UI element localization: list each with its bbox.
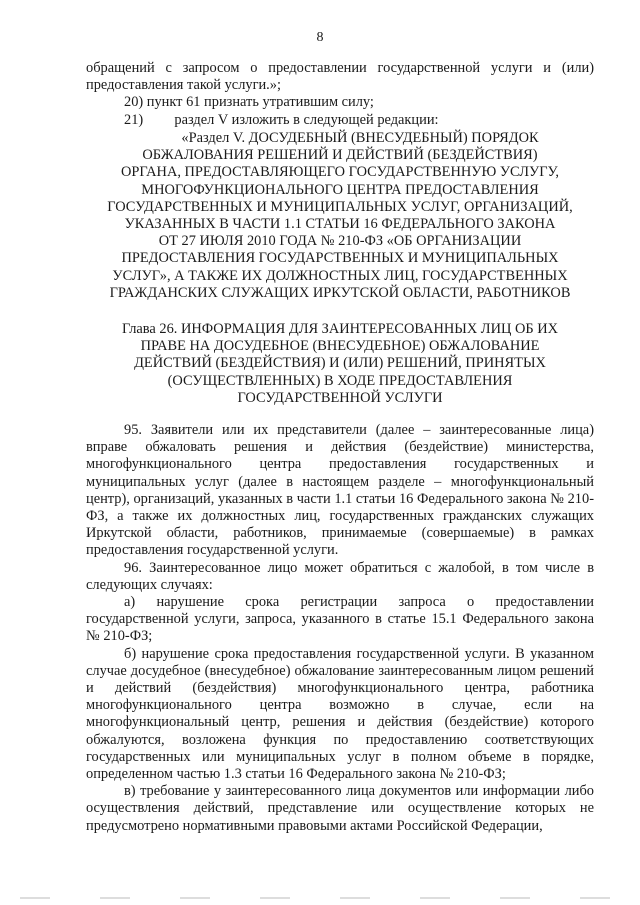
section-title-line: ОБЖАЛОВАНИЯ РЕШЕНИЙ И ДЕЙСТВИЙ (БЕЗДЕЙСТВИЯ) xyxy=(142,147,538,164)
paragraph-96: 96. Заинтересованное лицо может обратиться с жалобой, в том числе в следующих случаях: xyxy=(86,559,594,593)
chapter-title-line: ГОСУДАРСТВЕННОЙ УСЛУГИ xyxy=(237,389,443,406)
section-title-line: «Раздел V. ДОСУДЕБНЫЙ (ВНЕСУДЕБНЫЙ) ПОРЯДОК xyxy=(181,130,539,146)
paragraph-95: 95. Заявители или их представители (далее – заинтересованные лица) вправе обжаловать решения и действия (бездействие) министерства, многофункционального центра предоставления государственных и муниципальных услуг (далее в настоящем разделе – многофункциональный центр), организаций, указанных в части 1.1 статьи 16 Федерального закона № 210-ФЗ, а также их должностных лиц, государственных гражданских служащих Иркутской области, работников, принимаемые (совершаемые) в рамках предоставления государственной услуги. xyxy=(86,422,594,559)
page-number: 8 xyxy=(316,30,324,45)
intro-block xyxy=(86,60,594,129)
subparagraph-b: б) нарушение срока предоставления государственной услуги. В указанном случае досудебное (внесудебное) обжалование заинтересованным лицом решений и действий (бездействия) многофункционального центра, работника многофункционального центра возможно в случае, если на многофункциональный центр, решения и действия (бездействие) которого обжалуются, возложена функция по предоставлению соответствующих государственных или муниципальных услуг в полном объеме в порядке, определенном частью 1.3 статьи 16 Федерального закона № 210-ФЗ; xyxy=(86,645,594,783)
chapter-title-line: ПРАВЕ НА ДОСУДЕБНОЕ (ВНЕСУДЕБНОЕ) ОБЖАЛОВАНИЕ xyxy=(140,338,540,355)
item-21-number: 21) xyxy=(124,111,144,128)
section-title xyxy=(86,130,594,302)
scan-artifact xyxy=(20,897,620,899)
section-title-line: ОРГАНА, ПРЕДОСТАВЛЯЮЩЕГО ГОСУДАРСТВЕННУЮ УСЛУГУ, xyxy=(121,164,559,181)
subparagraph-c: в) требование у заинтересованного лица документов или информации либо осуществления действий, представление или осуществление которых не предусмотрено нормативными правовыми актами Российской Федерации, xyxy=(86,783,594,834)
chapter-title-line: ДЕЙСТВИЙ (БЕЗДЕЙСТВИЯ) И (ИЛИ) РЕШЕНИЙ, ПРИНЯТЫХ xyxy=(134,355,546,372)
item-21-text: раздел V изложить в следующей редакции: xyxy=(174,111,439,128)
section-title-line: ГРАЖДАНСКИХ СЛУЖАЩИХ ИРКУТСКОЙ ОБЛАСТИ, РАБОТНИКОВ xyxy=(109,284,571,301)
intro-line-1: обращений с запросом о предоставлении государственной услуги и (или) xyxy=(86,60,594,76)
section-title-line: ГОСУДАРСТВЕННЫХ И МУНИЦИПАЛЬНЫХ УСЛУГ, ОРГАНИЗАЦИЙ, xyxy=(107,198,573,215)
item-21 xyxy=(86,112,594,129)
section-title-line: МНОГОФУНКЦИОНАЛЬНОГО ЦЕНТРА ПРЕДОСТАВЛЕНИЯ xyxy=(141,181,539,198)
section-title-line: УСЛУГ», А ТАКЖЕ ИХ ДОЛЖНОСТНЫХ ЛИЦ, ГОСУДАРСТВЕННЫХ xyxy=(112,267,568,284)
body-text xyxy=(86,422,594,835)
section-title-line: ОТ 27 ИЮЛЯ 2010 ГОДА № 210-ФЗ «ОБ ОРГАНИЗАЦИИ xyxy=(158,233,522,250)
chapter-title-line: (ОСУЩЕСТВЛЕННЫХ) В ХОДЕ ПРЕДОСТАВЛЕНИЯ xyxy=(167,372,513,389)
section-title-line: ПРЕДОСТАВЛЕНИЯ ГОСУДАРСТВЕННЫХ И МУНИЦИПАЛЬНЫХ xyxy=(121,250,559,267)
intro-line-2: предоставления такой услуги.»; xyxy=(86,77,281,94)
subparagraph-a: а) нарушение срока регистрации запроса о предоставлении государственной услуги, запроса, указанного в статье 15.1 Федерального закона № 210-ФЗ; xyxy=(86,594,594,645)
section-title-line: УКАЗАННЫХ В ЧАСТИ 1.1 СТАТЬИ 16 ФЕДЕРАЛЬНОГО ЗАКОНА xyxy=(124,216,556,233)
chapter-title xyxy=(120,321,560,407)
chapter-title-line: Глава 26. ИНФОРМАЦИЯ ДЛЯ ЗАИНТЕРЕСОВАННЫХ ЛИЦ ОБ ИХ xyxy=(122,321,558,337)
item-20: 20) пункт 61 признать утратившим силу; xyxy=(124,94,374,111)
